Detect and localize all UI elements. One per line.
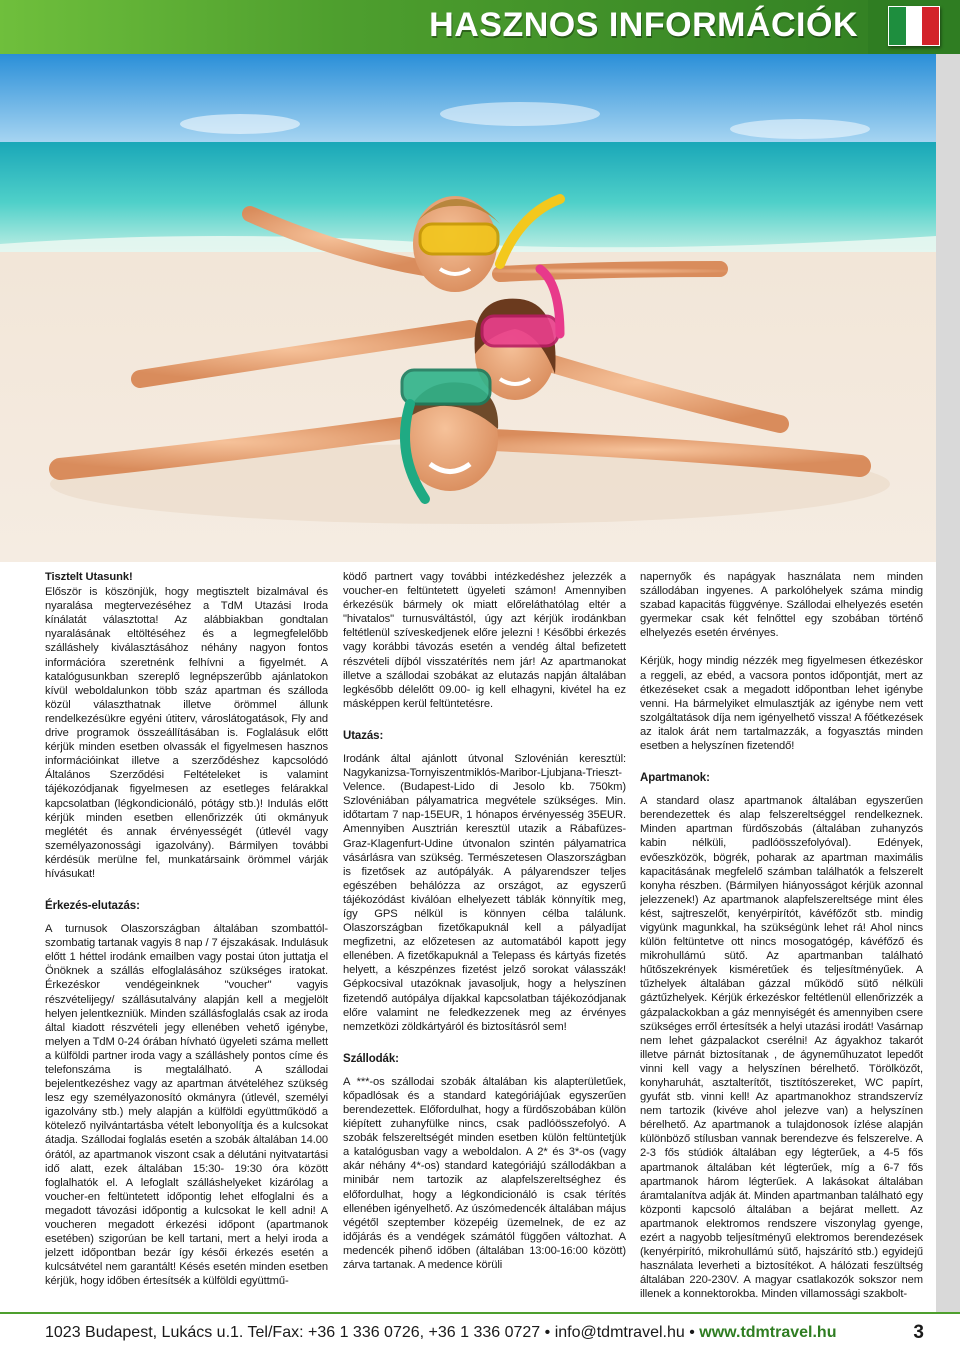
heading-travel: Utazás:	[343, 729, 384, 742]
meals-paragraph: Kérjük, hogy mindig nézzék meg figyelmesen étkezéskor a reggeli, az ebéd, a vacsora pontos időpontját, mert az étkezéseket csak a megadott időpontban lehet igénybe venni. Ha bármelyiket elmulasztják az igénybe nem vett szolgáltatások díja nem igényelhető vissza! A főétkezések az italok árát nem tartalmazzák, a fogyasztás minden esetben a helyszínen fizetendő!	[640, 655, 923, 753]
flag-stripe-white	[906, 7, 923, 45]
heading-hotels: Szállodák:	[343, 1052, 399, 1065]
travel-paragraph: Irodánk által ajánlott útvonal Szlovénián keresztül: Nagykanizsa-Tornyiszentmiklós-Maribor-Ljubjana-Trieszt-Velence. (Budapest-Lido di Jesolo kb. 750km) Szlovéniában pályamatrica megvétele szükséges. Min. időtartam 7 nap-15EUR, 1 hónapos érvényesség 35EUR. Amennyiben Ausztrián keresztül utazik a Rábafüzes-Graz-Klagenfurt-Udine útvonalon szintén pályamatrica vásárlásra van szükség. Természetesen Olaszországban is fizetősek az autópályák. A pályarendszer teljes egészében behálózza az országot, az egyszerű tájékozódást kiválóan elhelyezett táblák könnyítik meg, így GPS nélkül is könnyen célba találunk. Olaszországban fizetőkapuknál kell a pályadíjat megfizetni, az előzetesen az automatából kapott jegy ellenében. A fizetőkapuknál a Telepass és kártyás fizetés helyett, a készpénzes fizetést jelző sorokat válasszák! Gépkocsival utazóknak javasoljuk, hogy a helyszínen fizetendő autópálya díjakkal kapcsolatban tájékozódjanak előre valamint ne feledkezzenek meg az érvényes nemzetközi zöldkártyáról és biztosításról sem!	[343, 752, 626, 1033]
italian-flag-icon	[888, 6, 940, 46]
hotels-continued-paragraph: napernyők és napágyak használata nem minden szállodában ingyenes. A parkolóhelyek száma mindig szabad kapacitás függvénye. Szállodai elhelyezés esetén gyermekar csak két felnőttel egy szobában történő elhelyezés esetén érvényes.	[640, 571, 923, 640]
arrival-continued-paragraph: ködő partnert vagy további intézkedéshez jelezzék a voucher-en feltüntetett ügyeleti számon! Amennyiben érkezésük bármely ok miatt előreláthatólag eltér a "hivatalos" turnusváltástól, úgy azt kérjük irodánkban feltétlenül szíveskedjenek előre jelezni ! Későbbi érkezés vagy korábbi távozás esetén a vendég által befizetett részvételi díjból visszatérítés nem jár! Az apartmanokat illetve a szállodai szobákat az elutazás napján általában legkésőbb délelőtt 09.00- ig kell elhagyni, kivétel ha ez másképpen kerül feltüntetésre.	[343, 571, 626, 710]
apartments-paragraph: A standard olasz apartmanok általában egyszerűen berendezettek és alap felszereltséggel rendelkeznek. Minden apartman fürdőszobás (általában zuhanyzós kabin nélküli, padlóösszefolyóval). Edények, evőeszközök, bögrék, poharak az apartman maximális kapacitásának megfelelő számban találhatók a felszerelt konyha részben. (Bármilyen hiányosságot kérjük azonnal jelezzenek!) Az apartmanok alapfelszereltsége mint éles kést, sajtreszelőt, kenyérpirítót, kávéfőzőt stb. mindig vigyünk magunkkal, ha szükségünk lehet rá! Ahol nincs külön feltüntetve ott nincs mosogatógép, kávéfőző és mikrohullámú sütő. Az apartmanban található hűtőszekrények kisméretűek és teljesítményűek. A tűzhelyek általában gázzal működő sütő nélküli gáztűzhelyek. Kérjük érkezéskor feltétlenül ellenőrizzék a gázpalackokban a gáz mennyiségét és amennyiben csere szükséges erről értesítsék a helyi utazási irodát! Vasárnap nem lehet gázpalackot cserélni! Az ágyakhoz takarót illetve párnát biztosítanak , de ágyneműhuzatot lepedőt vinni kell vagy a helyszínen bérelhető. Törölközőt, konyharuhát, asztalterítőt, tisztítószereket, WC papírt, gyufát stb. vinni kell! Az apartmanokhoz strandszervíz nem tartozik (kivéve ahol jelezve van) a helyszínen bérelhető. Az apartmanok a tulajdonosok ízlése alapján különböző stílusban vannak berendezve és felszerelve. A 2-3 fős stúdiók általában egy légterűek, a 4-5 fős apartmanok általában két légterűek, míg a 6-7 fős apartmanok három légterűek. A lakásokat általában áramtalanítva adják át. Minden apartmanban található egy központi kapcsoló általában a bejárat mellett. Az apartmanok elektromos rendszere viszonylag gyenge, ezért a nagyobb teljesítményű elektromos berendezések (kenyérpirító, mikrohullámú sütő, hajszárító stb.) egyidejű használata leverheti a biztosítékot. A hálózati feszültség általában 220-230V. A magyar csatlakozók sokszor nem illenek a konnektorokba. Minden villamossági szakbolt-	[640, 795, 923, 1301]
footer-contact-text: 1023 Budapest, Lukács u.1. Tel/Fax: +36 1 336 0726, +36 1 336 0727 • info@tdmtravel.hu •	[45, 1324, 700, 1341]
intro-paragraph: Először is köszönjük, hogy megtisztelt bizalmával és nyaralása megtervezéséhez a TdM Utazási Iroda kínálatát választotta! Az alábbiakban gondtalan nyaralásának eltöltéséhez és a legmegfelelőbb szálláshely kiválasztásához néhány nagyon fontos információra szeretnénk felhívni a figyelmét. A katalógusunkban szereplő legnépszerűbb ajánlatokon kívül weboldalunkon több száz apartman és szálloda közül választhatnak illetve örömmel állunk rendelkezésükre egyéni útiterv, városlátogatások, Fly and drive programok összeállításában is. Foglalásuk előtt kérjük minden esetben olvassák el figyelmesen hasznos információinkat illetve a szerződéshez kapcsolódó Általános Szerződési Feltételeket is valamint tájékozódjanak figyelmesen az esetleges felárakkal kapcsolatban (légkondicionáló, pótágy stb.)! Indulás előtt kérjük minden esetben ellenőrizzék úti okmányuk meglétét és annak érvényességét (útlevél vagy személyazonossági igazolvány). Bármilyen további kérdésük merülne fel, munkatársaink örömmel várják hívásukat!	[45, 586, 328, 880]
page-header	[0, 0, 960, 54]
hotels-paragraph: A ***-os szállodai szobák általában kis alapterületűek, kőpadlósak és a standard kategóriájúak egyszerűen berendezettek. Előfordulhat, hogy a fürdőszobában külön kiépített zuhanyfülke nincs, csak padlóösszefolyó. A szobák felszereltségét minden esetben külön feltüntetjük a katalógusban vagy a weboldalon. A 2* és 3*-os (vagy akár néhány 4*-os) standard kategóriájú szállodákban a minibár nem tartozik az alapfelszereltséghez és előfordulhat, hogy a légkondicionáló is csak térítés ellenében igényelhető. Az úszómedencék általában május végétől szeptember közepéig üzemelnek, de ez az időjárás és a vendégek számától függően változhat. A medencék pihenő időben (általában 13:00-16:00 között) zárva tartanak. A medence körüli	[343, 1075, 626, 1272]
footer-contact	[45, 1324, 836, 1342]
side-bar	[936, 54, 960, 1312]
arrival-paragraph: A turnusok Olaszországban általában szombattól-szombatig tartanak vagyis 8 nap / 7 éjszakásak. Indulásuk előtt 1 héttel irodánk emailben vagy postai úton juttatja el Önöknek a szállás elfoglalásához szükséges iratokat. Érkezéskor vendégeinknek "voucher" vagyis részvételijegy/ szállásutalvány alapján kell a megjelölt helyen jelentkezniük. Minden szállásfoglalás csak az iroda által kiadott részvételi jegy ellenében vehető igénybe, melyen a TdM 0-24 órában hívható ügyeleti száma mellett a külföldi partner iroda vagy a szálláshely pontos címe és telefonszáma is megtalálható. A szállodai bejelentkezéshez vagy az apartman átvételéhez szükség lesz egy személyazonosító okmányra (útlevél, személyi igazolvány stb.) mely alapján a külföldi együttműködő a kötelező nyilvántartásba vételt lebonyolítja és a kulcsokat átadja. Szállodai foglalás esetén a szobák általában 14.00 órától, az apartmanok viszont csak a délutáni nyitvatartási idő alatt, ezek általában 15:30- 19:30 óra között foglalhatók el. A lefoglalt szálláshelyeket kizárólag a voucher-en feltüntetett időpontig lehet elfoglalni és a megadott távozási időpontig a kulcsokat le kell adni! A voucheren megadott érkezési időpont (apartmanok esetében) szigorúan be kell tartani, mert a helyi iroda a jelzett időpontban bezár így késői érkezés esetén a kulcsátvétel nem garantált! Késés esetén minden esetben kérjük, hogy időben értesítsék a külföldi együttmű-	[45, 923, 328, 1288]
flag-stripe-green	[889, 7, 906, 45]
page-title: HASZNOS INFORMÁCIÓK	[429, 6, 858, 44]
beach-photo-icon	[0, 54, 936, 562]
flag-stripe-red	[922, 7, 939, 45]
text-column-3	[640, 570, 923, 1302]
text-column-1	[45, 570, 328, 1302]
heading-apartments: Apartmanok:	[640, 772, 710, 785]
page-footer	[0, 1312, 960, 1358]
greeting: Tisztelt Utasunk!	[45, 571, 133, 583]
page-number: 3	[913, 1322, 924, 1343]
flag-container	[868, 0, 960, 54]
text-column-2	[343, 570, 626, 1302]
heading-arrival: Érkezés-elutazás:	[45, 900, 140, 913]
website-link[interactable]: www.tdmtravel.hu	[699, 1324, 837, 1341]
